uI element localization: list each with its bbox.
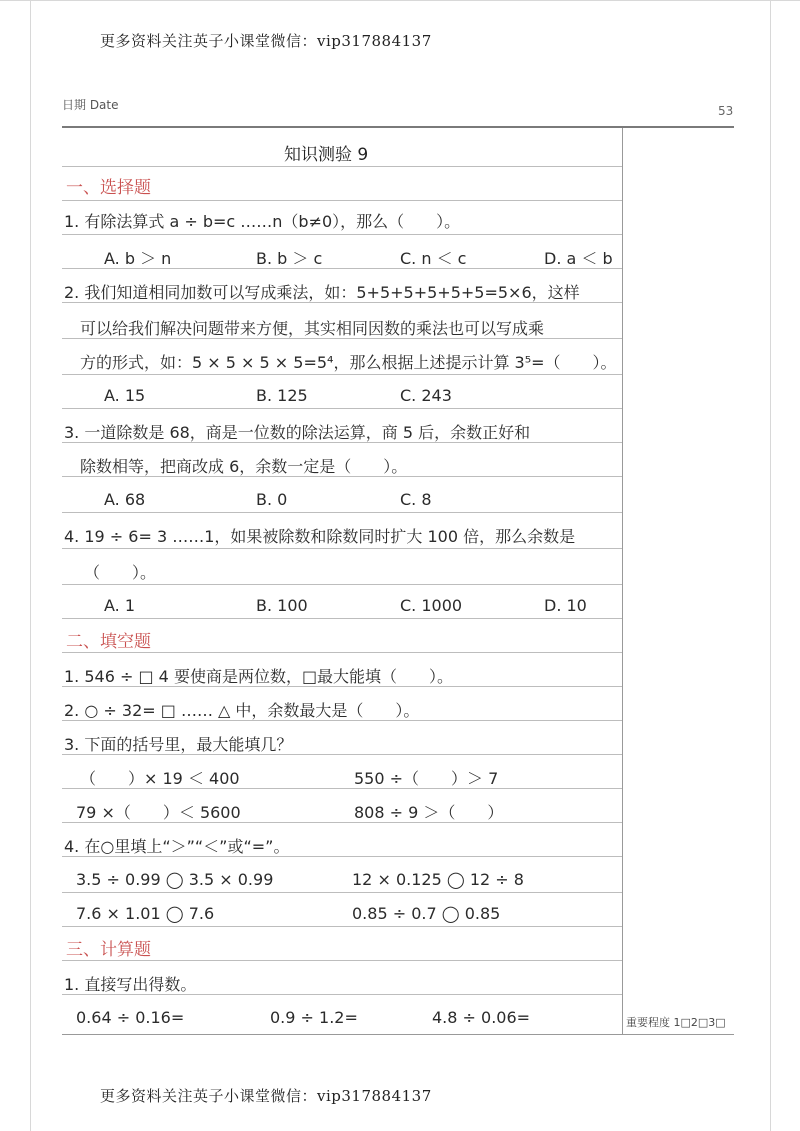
fill-q4-item-4: 0.85 ÷ 0.7 ◯ 0.85 — [352, 904, 501, 923]
calc-item-2: 0.9 ÷ 1.2= — [270, 1008, 358, 1027]
watermark-top: 更多资料关注英子小课堂微信：vip317884137 — [100, 32, 432, 50]
ruled-line — [62, 408, 622, 409]
choice-q2-option-b: B. 125 — [256, 386, 308, 405]
choice-q4-option-d: D. 10 — [544, 596, 587, 615]
choice-q2-option-a: A. 15 — [104, 386, 146, 405]
page-edge-left — [30, 0, 31, 1131]
fill-q4-item-1: 3.5 ÷ 0.99 ◯ 3.5 × 0.99 — [76, 870, 274, 889]
fill-q4: 4. 在○里填上“＞”“＜”或“=”。 — [64, 837, 290, 856]
choice-q2-line-1: 2. 我们知道相同加数可以写成乘法，如：5+5+5+5+5+5=5×6，这样 — [64, 283, 580, 302]
fill-q1: 1. 546 ÷ □ 4 要使商是两位数，□最大能填（ ）。 — [64, 667, 454, 686]
fill-q3-item-1: （ ）× 19 ＜ 400 — [80, 769, 240, 788]
page-number: 53 — [718, 104, 734, 118]
choice-q4-option-a: A. 1 — [104, 596, 136, 615]
ruled-line — [62, 652, 622, 653]
section-heading-fill: 二、填空题 — [66, 632, 151, 652]
frame-top-line — [62, 126, 734, 128]
frame-bottom-line — [62, 1034, 734, 1035]
ruled-line — [62, 584, 622, 585]
importance-rating: 重要程度 1□2□3□ — [626, 1016, 726, 1029]
choice-q3-line-2: 除数相等，把商改成 6，余数一定是（ ）。 — [80, 457, 408, 476]
fill-q3-item-2: 550 ÷（ ）＞ 7 — [354, 769, 499, 788]
page-title: 知识测验 9 — [284, 145, 369, 165]
ruled-line — [62, 926, 622, 927]
choice-q3-option-a: A. 68 — [104, 490, 146, 509]
fill-q2: 2. ○ ÷ 32= □ …… △ 中，余数最大是（ ）。 — [64, 701, 420, 720]
choice-q3-option-b: B. 0 — [256, 490, 288, 509]
ruled-line — [62, 166, 622, 167]
ruled-line — [62, 234, 622, 235]
choice-q3-line-1: 3. 一道除数是 68，商是一位数的除法运算，商 5 后，余数正好和 — [64, 423, 531, 442]
calc-q1: 1. 直接写出得数。 — [64, 975, 197, 994]
choice-q1-option-b: B. b ＞ c — [256, 249, 323, 268]
date-label: 日期 Date — [62, 98, 119, 112]
choice-q1-option-c: C. n ＜ c — [400, 249, 467, 268]
choice-q1-option-d: D. a ＜ b — [544, 249, 613, 268]
fill-q3-item-4: 808 ÷ 9 ＞（ ） — [354, 803, 504, 822]
choice-q2-line-3: 方的形式，如：5 × 5 × 5 × 5=5⁴，那么根据上述提示计算 3⁵=（ ）。 — [80, 353, 617, 372]
ruled-line — [62, 960, 622, 961]
ruled-line — [62, 200, 622, 201]
choice-q2-line-2: 可以给我们解决问题带来方便，其实相同因数的乘法也可以写成乘 — [80, 319, 545, 338]
choice-q4-line-2: （ ）。 — [84, 563, 157, 582]
ruled-line — [62, 548, 622, 549]
margin-line — [622, 128, 623, 1034]
page-edge-top — [0, 0, 800, 1]
calc-item-1: 0.64 ÷ 0.16= — [76, 1008, 185, 1027]
ruled-line — [62, 618, 622, 619]
section-heading-calc: 三、计算题 — [66, 940, 151, 960]
ruled-line — [62, 892, 622, 893]
choice-q1-option-a: A. b ＞ n — [104, 249, 172, 268]
fill-q4-item-3: 7.6 × 1.01 ◯ 7.6 — [76, 904, 215, 923]
choice-q3-option-c: C. 8 — [400, 490, 432, 509]
ruled-line — [62, 512, 622, 513]
fill-q3: 3. 下面的括号里，最大能填几？ — [64, 735, 293, 754]
ruled-line — [62, 374, 622, 375]
calc-item-3: 4.8 ÷ 0.06= — [432, 1008, 531, 1027]
choice-q2-option-c: C. 243 — [400, 386, 452, 405]
choice-q4-line-1: 4. 19 ÷ 6= 3 ……1，如果被除数和除数同时扩大 100 倍，那么余数是 — [64, 527, 576, 546]
choice-q4-option-b: B. 100 — [256, 596, 308, 615]
section-heading-choice: 一、选择题 — [66, 178, 151, 198]
choice-q4-option-c: C. 1000 — [400, 596, 463, 615]
fill-q4-item-2: 12 × 0.125 ◯ 12 ÷ 8 — [352, 870, 524, 889]
page-edge-right — [770, 0, 771, 1131]
fill-q3-item-3: 79 ×（ ）＜ 5600 — [76, 803, 241, 822]
watermark-bottom: 更多资料关注英子小课堂微信：vip317884137 — [100, 1087, 432, 1105]
choice-q1-stem: 1. 有除法算式 a ÷ b=c ……n（b≠0），那么（ ）。 — [64, 212, 461, 231]
